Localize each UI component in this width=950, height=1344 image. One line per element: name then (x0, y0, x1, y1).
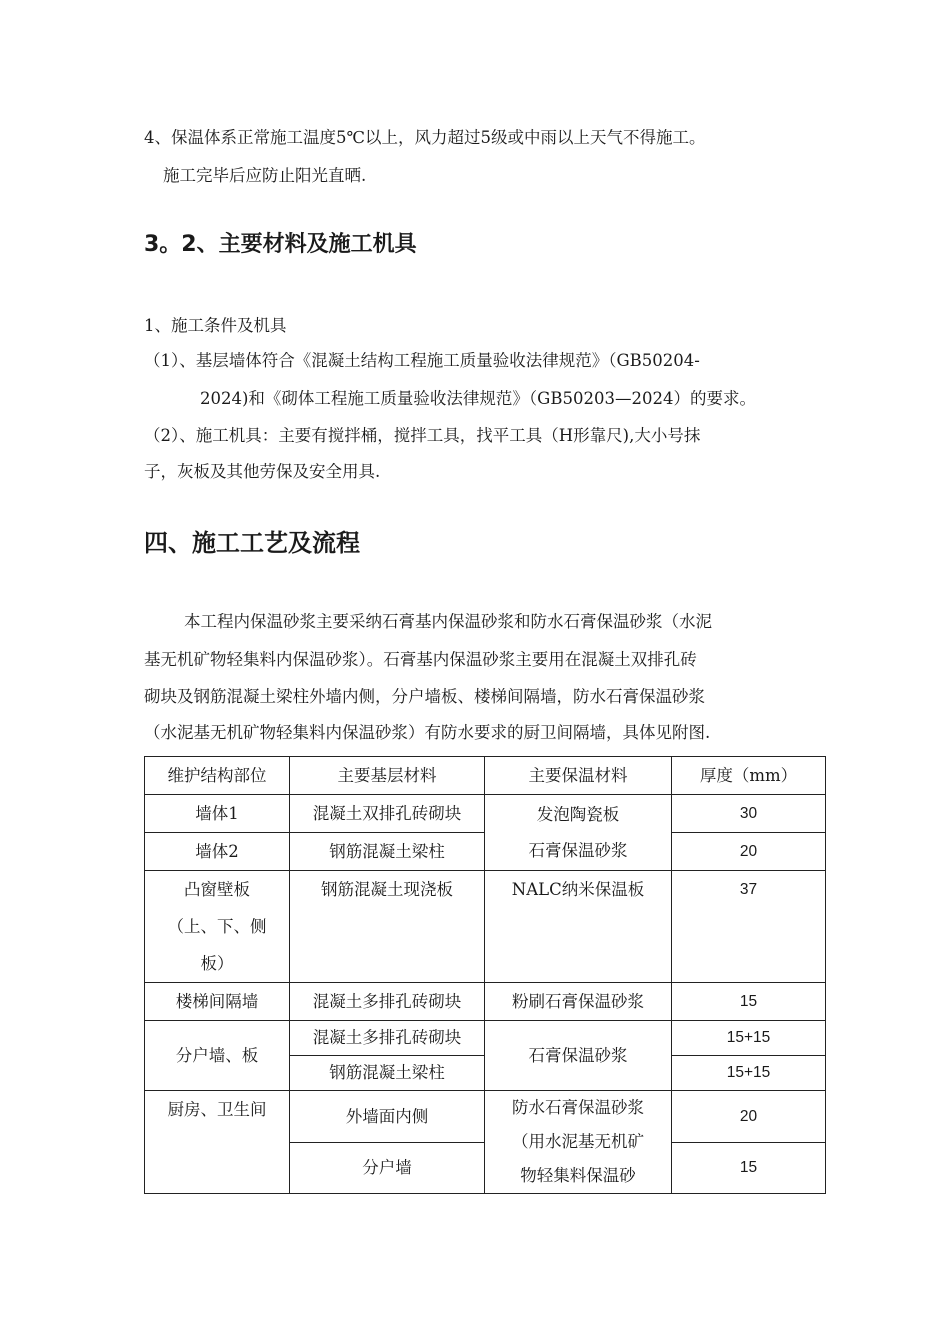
table-row (145, 795, 826, 833)
table-cell-thickness: 15+15 (672, 1056, 826, 1091)
paragraph-intro-line2: 基无机矿物轻集料内保温砂浆）。石膏基内保温砂浆主要用在混凝土双排孔砖 (144, 650, 697, 669)
paragraph-intro-line1: 本工程内保温砂浆主要采纳石膏基内保温砂浆和防水石膏保温砂浆（水泥 (184, 612, 712, 631)
table-cell-base: 外墙面内侧 (290, 1091, 485, 1143)
table-cell-base: 分户墙 (290, 1142, 485, 1194)
table-cell-thickness: 15 (672, 983, 826, 1021)
table-row (145, 1091, 826, 1143)
table-cell-insulation-line: 石膏保温砂浆 (528, 840, 628, 860)
table-cell-insulation: 石膏保温砂浆 (485, 1021, 672, 1091)
paragraph-base-wall-line1: （1）、基层墙体符合《混凝土结构工程施工质量验收法律规范》（GB50204- (144, 351, 700, 370)
table-cell-insulation (485, 795, 672, 871)
section-heading-materials: 3。2、主要材料及施工机具 (144, 232, 417, 257)
table-cell-insulation: 粉刷石膏保温砂浆 (485, 983, 672, 1021)
paragraph-tools-line1: （2）、施工机具：主要有搅拌桶，搅拌工具，找平工具（H形靠尺),大小号抹 (144, 426, 701, 445)
paragraph-base-wall-line2: 2024)和《砌体工程施工质量验收法律规范》（GB50203—2024）的要求。 (200, 389, 756, 408)
table-cell-part: 墙体1 (145, 795, 290, 833)
section-heading-process: 四、施工工艺及流程 (144, 529, 360, 557)
table-header-cell: 维护结构部位 (145, 757, 290, 795)
table-cell-base: 钢筋混凝土梁柱 (290, 833, 485, 871)
table-cell-insulation: NALC纳米保温板 (485, 871, 672, 983)
table-cell-thickness: 37 (672, 871, 826, 983)
table-row (145, 1021, 826, 1056)
table-cell-part: 厨房、卫生间 (145, 1091, 290, 1194)
table-cell-insulation-line: （用水泥基无机矿 (512, 1132, 644, 1151)
paragraph-conditions-title: 1、施工条件及机具 (144, 316, 287, 335)
table-header-row (145, 757, 826, 795)
table-header-cell: 厚度（mm） (672, 757, 826, 795)
table-cell-base: 混凝土多排孔砖砌块 (290, 1021, 485, 1056)
table-cell-thickness: 30 (672, 795, 826, 833)
table-cell-insulation-line: 物轻集料保温砂 (520, 1166, 636, 1185)
table-cell-part-line: 板） (200, 954, 234, 973)
paragraph-intro-line3: 砌块及钢筋混凝土梁柱外墙内侧，分户墙板、楼梯间隔墙，防水石膏保温砂浆 (144, 687, 705, 706)
table-cell-part: 楼梯间隔墙 (145, 983, 290, 1021)
table-cell-part-line: （上、下、侧 (167, 917, 267, 936)
table-cell-part: 墙体2 (145, 833, 290, 871)
paragraph-sunlight: 施工完毕后应防止阳光直晒. (163, 166, 367, 185)
table-cell-thickness: 15 (672, 1142, 826, 1194)
table-cell-base: 混凝土双排孔砖砌块 (290, 795, 485, 833)
table-cell-part-line: 凸窗壁板 (184, 880, 250, 899)
table-cell-insulation-line: 防水石膏保温砂浆 (512, 1098, 644, 1117)
table-header-cell: 主要保温材料 (485, 757, 672, 795)
materials-table (144, 756, 826, 1194)
table-cell-part: 分户墙、板 (145, 1021, 290, 1091)
table-row (145, 871, 826, 983)
table-cell-thickness: 15+15 (672, 1021, 826, 1056)
table-row (145, 983, 826, 1021)
table-cell-thickness: 20 (672, 833, 826, 871)
table-cell-part (145, 871, 290, 983)
paragraph-tools-line2: 子，灰板及其他劳保及安全用具. (144, 462, 381, 481)
paragraph-temperature: 4、保温体系正常施工温度5℃以上，风力超过5级或中雨以上天气不得施工。 (144, 128, 706, 147)
table-cell-base: 钢筋混凝土现浇板 (290, 871, 485, 983)
table-cell-base: 混凝土多排孔砖砌块 (290, 983, 485, 1021)
table-cell-insulation (485, 1091, 672, 1194)
table-header-cell: 主要基层材料 (290, 757, 485, 795)
table-cell-insulation-line: 发泡陶瓷板 (536, 804, 620, 824)
table-cell-base: 钢筋混凝土梁柱 (290, 1056, 485, 1091)
paragraph-intro-line4: （水泥基无机矿物轻集料内保温砂浆）有防水要求的厨卫间隔墙，具体见附图. (144, 723, 711, 742)
table-cell-thickness: 20 (672, 1091, 826, 1143)
